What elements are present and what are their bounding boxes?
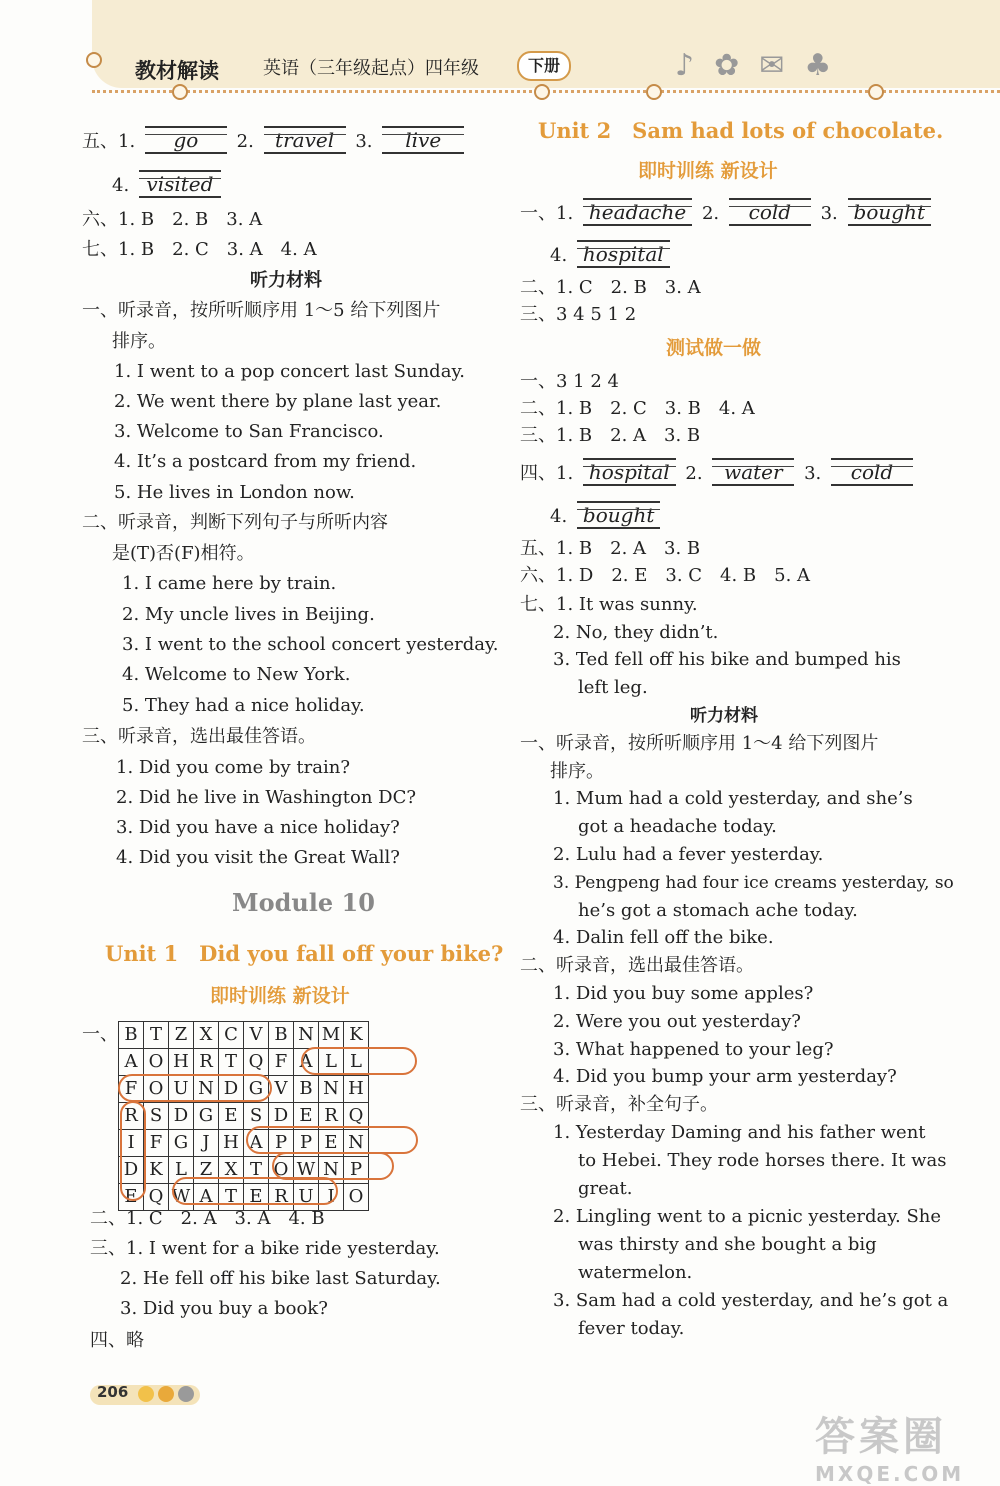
answer-row-5 <box>82 126 468 154</box>
answer-row-2: 二、1. C 2. B 3. A <box>520 277 701 298</box>
answer-row-1b <box>550 240 674 268</box>
grid-cell: L <box>169 1157 194 1184</box>
section-heading: 测试做一做 <box>666 337 762 359</box>
watermark-cn: 答案圈 <box>815 1414 947 1460</box>
item-number: 2. <box>236 131 254 152</box>
grid-cell: R <box>269 1184 294 1211</box>
grid-cell: T <box>244 1157 269 1184</box>
volume-badge: 下册 <box>517 51 571 81</box>
grid-cell: F <box>119 1076 144 1103</box>
question-title: 三、听录音，选出最佳答语。 <box>82 726 316 747</box>
grid-cell: A <box>294 1049 319 1076</box>
grid-cell: E <box>119 1184 144 1211</box>
decoration-icon: ♪✿✉♣ <box>675 48 852 83</box>
grid-cell: B <box>119 1022 144 1049</box>
grid-cell: B <box>269 1022 294 1049</box>
grid-cell: N <box>344 1130 369 1157</box>
grid-cell: D <box>219 1076 244 1103</box>
list-item: 4. Welcome to New York. <box>122 664 351 685</box>
question-title: 排序。 <box>550 761 604 782</box>
grid-cell: G <box>194 1103 219 1130</box>
answer-row: 六、1. D 2. E 3. C 4. B 5. A <box>520 565 811 586</box>
answer-row: 三、1. B 2. A 3. B <box>520 425 701 446</box>
section-heading: 即时训练 新设计 <box>638 160 778 182</box>
answer-row: 五、1. B 2. A 3. B <box>520 538 701 559</box>
answer-word: bought <box>577 501 660 529</box>
question-title: 三、听录音，补全句子。 <box>520 1094 718 1115</box>
grid-cell: S <box>144 1103 169 1130</box>
page-dot-icon <box>138 1386 154 1402</box>
grid-cell: N <box>294 1022 319 1049</box>
grid-cell: W <box>169 1184 194 1211</box>
list-item: 1. Mum had a cold yesterday, and she’s <box>553 788 913 809</box>
list-item: 2. No, they didn’t. <box>553 622 719 643</box>
unit-heading: Unit 2 Sam had lots of chocolate. <box>538 118 944 143</box>
grid-cell: O <box>344 1184 369 1211</box>
list-item: 2. We went there by plane last year. <box>114 391 442 412</box>
question-title: 排序。 <box>112 331 166 352</box>
grid-cell: O <box>269 1157 294 1184</box>
grid-cell: J <box>194 1130 219 1157</box>
grid-cell: N <box>194 1076 219 1103</box>
answer-row-5b <box>112 170 225 198</box>
answer-word: hospital <box>577 240 670 268</box>
book-title: 教材解读 <box>135 59 219 83</box>
header-dot <box>868 84 884 100</box>
grid-cell: G <box>244 1076 269 1103</box>
list-item: watermelon. <box>578 1262 693 1283</box>
grid-cell: F <box>269 1049 294 1076</box>
grid-cell: Q <box>344 1103 369 1130</box>
answer-word: cold <box>729 198 811 226</box>
grid-cell: D <box>169 1103 194 1130</box>
grid-cell: I <box>319 1184 344 1211</box>
answer-word: go <box>145 126 227 154</box>
list-item: 3. Ted fell off his bike and bumped his <box>553 649 901 670</box>
list-item: 1. Yesterday Daming and his father went <box>553 1122 926 1143</box>
grid-cell: T <box>219 1049 244 1076</box>
list-item: to Hebei. They rode horses there. It was <box>578 1150 947 1171</box>
answer-row-3: 三、1. I went for a bike ride yesterday. <box>90 1238 440 1259</box>
grid-cell: H <box>169 1049 194 1076</box>
answer-word: bought <box>848 198 931 226</box>
grid-cell: V <box>244 1022 269 1049</box>
list-item: 2. Lulu had a fever yesterday. <box>553 844 824 865</box>
grid-cell: U <box>169 1076 194 1103</box>
question-title: 一、听录音，按所听顺序用 1～5 给下列图片 <box>82 300 441 321</box>
grid-cell: U <box>294 1184 319 1211</box>
row-label: 一、1. <box>520 203 574 224</box>
answer-word: travel <box>264 126 346 154</box>
grid-cell: T <box>144 1022 169 1049</box>
found-word-circle <box>272 1152 394 1180</box>
grid-cell: W <box>294 1157 319 1184</box>
grid-cell: X <box>194 1022 219 1049</box>
module-heading: Module 10 <box>232 888 375 917</box>
list-item: 3. Did you have a nice holiday? <box>116 817 400 838</box>
item-number: 3. <box>804 463 822 484</box>
grid-cell: P <box>294 1130 319 1157</box>
grid-row <box>119 1022 369 1049</box>
header-dot <box>86 52 102 68</box>
answer-row-1 <box>520 198 935 226</box>
grid-cell: V <box>269 1076 294 1103</box>
grid-cell: R <box>194 1049 219 1076</box>
grid-cell: A <box>244 1130 269 1157</box>
grid-cell: N <box>319 1157 344 1184</box>
grid-cell: I <box>119 1130 144 1157</box>
grid-cell: K <box>144 1157 169 1184</box>
found-word-circle <box>301 1047 417 1075</box>
grid-cell: C <box>219 1022 244 1049</box>
question-title: 二、听录音，选出最佳答语。 <box>520 955 754 976</box>
grid-cell: Q <box>144 1184 169 1211</box>
list-item: 1. Did you buy some apples? <box>553 983 814 1004</box>
grid-cell: R <box>119 1103 144 1130</box>
answer-row: 一、3 1 2 4 <box>520 371 619 392</box>
grid-cell: F <box>144 1130 169 1157</box>
list-item: got a headache today. <box>578 816 777 837</box>
found-word-circle <box>118 1074 272 1102</box>
grid-cell: E <box>294 1103 319 1130</box>
answer-word: hospital <box>583 458 676 486</box>
grid-cell: L <box>319 1049 344 1076</box>
grid-cell: H <box>344 1076 369 1103</box>
grid-cell: P <box>344 1157 369 1184</box>
grid-cell: Z <box>169 1022 194 1049</box>
grid-cell: A <box>194 1184 219 1211</box>
answer-word: headache <box>583 198 692 226</box>
found-word-circle <box>246 1126 418 1154</box>
answer-word: water <box>712 458 794 486</box>
item-number: 2. <box>701 203 720 224</box>
answer-row-4b <box>550 501 664 529</box>
watermark-en: MXQE.COM <box>815 1462 965 1486</box>
list-item: 1. I went to a pop concert last Sunday. <box>114 361 465 382</box>
section-heading: 即时训练 新设计 <box>210 985 350 1007</box>
answer-row-7: 七、1. B 2. C 3. A 4. A <box>82 239 317 260</box>
page-dot-icon <box>178 1386 194 1402</box>
grid-cell: D <box>269 1103 294 1130</box>
list-item: 2. He fell off his bike last Saturday. <box>120 1268 441 1289</box>
item-number: 4. <box>550 506 568 527</box>
list-item: 3. Did you buy a book? <box>120 1298 328 1319</box>
answer-word: visited <box>139 170 221 198</box>
list-item: was thirsty and she bought a big <box>578 1234 877 1255</box>
grid-cell: M <box>319 1022 344 1049</box>
item-number: 3. <box>355 131 373 152</box>
grid-cell: X <box>219 1157 244 1184</box>
grid-cell: S <box>244 1103 269 1130</box>
answer-row-4: 四、略 <box>90 1330 144 1351</box>
book-subtitle: 英语（三年级起点）四年级 <box>263 58 479 79</box>
item-number: 2. <box>685 463 703 484</box>
row-label: 一、 <box>82 1024 118 1045</box>
grid-cell: Z <box>194 1157 219 1184</box>
grid-cell: N <box>319 1076 344 1103</box>
page-header <box>0 0 1000 100</box>
grid-cell: H <box>219 1130 244 1157</box>
list-item: 2. My uncle lives in Beijing. <box>122 604 375 625</box>
grid-cell: O <box>144 1076 169 1103</box>
unit-heading: Unit 1 Did you fall off your bike? <box>105 941 504 966</box>
answer-row-4 <box>520 458 917 486</box>
list-item: 4. Did you bump your arm yesterday? <box>553 1066 897 1087</box>
question-title: 是(T)否(F)相符。 <box>112 543 255 564</box>
answer-row: 二、1. B 2. C 3. B 4. A <box>520 398 755 419</box>
listening-heading: 听力材料 <box>690 706 758 726</box>
grid-cell: L <box>344 1049 369 1076</box>
answer-row-6: 六、1. B 2. B 3. A <box>82 209 263 230</box>
list-item: 5. He lives in London now. <box>114 482 355 503</box>
row-label: 四、1. <box>520 463 574 484</box>
item-number: 4. <box>550 245 568 266</box>
grid-cell: K <box>344 1022 369 1049</box>
page-number: 206 <box>97 1383 129 1401</box>
list-item: fever today. <box>578 1318 685 1339</box>
grid-cell: Q <box>244 1049 269 1076</box>
grid-cell: R <box>319 1103 344 1130</box>
list-item: 4. Did you visit the Great Wall? <box>116 847 400 868</box>
list-item: 4. It’s a postcard from my friend. <box>114 451 417 472</box>
list-item: left leg. <box>578 677 648 698</box>
grid-cell: E <box>319 1130 344 1157</box>
list-item: 5. They had a nice holiday. <box>122 695 365 716</box>
answer-row-2: 二、1. C 2. A 3. A 4. B <box>90 1208 325 1229</box>
grid-cell: O <box>144 1049 169 1076</box>
answer-row: 七、1. It was sunny. <box>520 594 698 615</box>
page-dot-icon <box>158 1386 174 1402</box>
header-dot <box>534 84 550 100</box>
answer-word: live <box>382 126 464 154</box>
grid-cell: P <box>269 1130 294 1157</box>
grid-cell: A <box>119 1049 144 1076</box>
row-label: 五、1. <box>82 131 136 152</box>
list-item: 3. Sam had a cold yesterday, and he’s got a <box>553 1290 949 1311</box>
list-item: great. <box>578 1178 633 1199</box>
header-dot <box>646 84 662 100</box>
list-item: 3. What happened to your leg? <box>553 1039 834 1060</box>
found-word-circle <box>120 1101 146 1201</box>
item-number: 4. <box>112 175 130 196</box>
list-item: 3. Welcome to San Francisco. <box>114 421 384 442</box>
watermark <box>815 1405 964 1486</box>
answer-word: cold <box>831 458 913 486</box>
list-item: 1. I came here by train. <box>122 573 337 594</box>
grid-cell: E <box>219 1103 244 1130</box>
list-item: 4. Dalin fell off the bike. <box>553 927 774 948</box>
list-item: 3. I went to the school concert yesterday. <box>122 634 499 655</box>
grid-cell: G <box>169 1130 194 1157</box>
item-number: 3. <box>820 203 838 224</box>
listening-heading: 听力材料 <box>250 270 322 291</box>
list-item: he’s got a stomach ache today. <box>578 900 858 921</box>
list-item: 2. Did he live in Washington DC? <box>116 787 417 808</box>
question-title: 一、听录音，按所听顺序用 1～4 给下列图片 <box>520 733 879 754</box>
list-item: 3. Pengpeng had four ice creams yesterday, so <box>553 873 954 893</box>
header-dot <box>172 84 188 100</box>
grid-cell: E <box>244 1184 269 1211</box>
grid-cell: D <box>119 1157 144 1184</box>
list-item: 2. Lingling went to a picnic yesterday. She <box>553 1206 942 1227</box>
list-item: 1. Did you come by train? <box>116 757 350 778</box>
question-title: 二、听录音，判断下列句子与所听内容 <box>82 512 388 533</box>
grid-cell: B <box>294 1076 319 1103</box>
answer-row-3: 三、3 4 5 1 2 <box>520 304 637 325</box>
list-item: 2. Were you out yesterday? <box>553 1011 801 1032</box>
grid-cell: T <box>219 1184 244 1211</box>
found-word-circle <box>172 1177 338 1205</box>
